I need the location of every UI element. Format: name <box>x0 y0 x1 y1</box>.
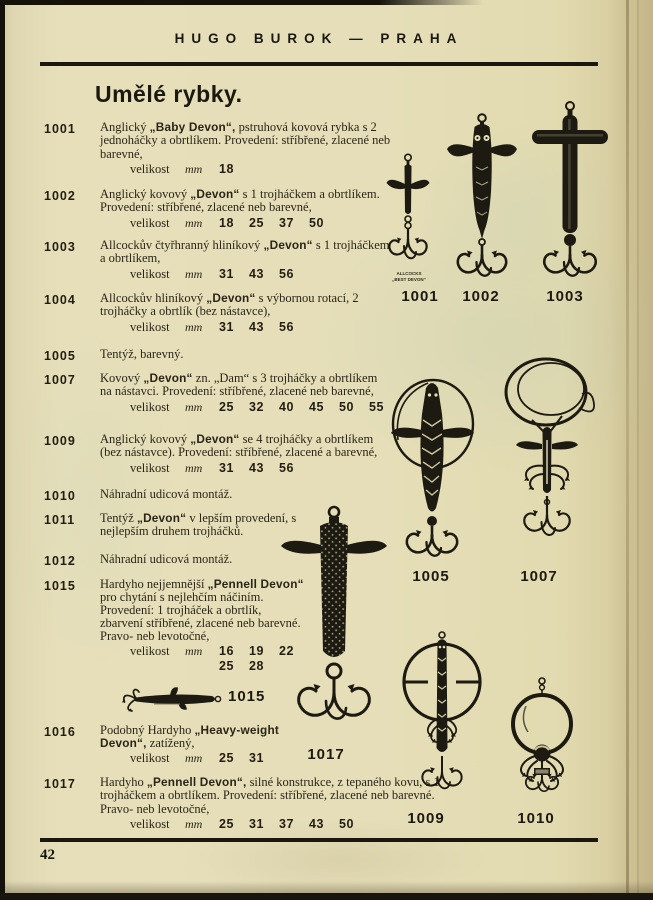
size-value: 56 <box>279 266 294 281</box>
product-name: „Baby Devon“, <box>149 120 236 134</box>
size-unit: mm <box>185 162 203 177</box>
item-number: 1004 <box>44 293 76 307</box>
item-description <box>100 578 305 643</box>
lure-1009-illustration <box>398 630 486 808</box>
product-name: „Devon“ <box>263 238 313 252</box>
product-name: „Devon“ <box>143 371 193 385</box>
size-value: 25 <box>219 817 234 832</box>
catalog-item-1010 <box>44 488 392 501</box>
lure-1010-illustration <box>502 676 582 804</box>
figure-label-1007: 1007 <box>520 568 558 585</box>
item-description <box>100 292 392 319</box>
figure-label-1005: 1005 <box>412 568 450 585</box>
item-number: 1012 <box>44 554 76 568</box>
catalog-item-1002 <box>44 188 392 230</box>
catalog-item-1001 <box>44 121 392 177</box>
scan-edge-bottom <box>0 893 653 900</box>
size-value: 43 <box>249 266 264 281</box>
desc-text: v lepším provedení, s nejlepším druhem trojháčků. <box>100 511 297 538</box>
size-value: 32 <box>249 399 264 414</box>
page-crease <box>626 0 629 900</box>
product-name: „Devon“ <box>190 187 240 201</box>
desc-text: Anglický kovový <box>100 187 191 201</box>
item-description <box>100 348 392 361</box>
size-value: 31 <box>249 751 264 765</box>
item-number: 1007 <box>44 373 76 387</box>
figure-label-1010: 1010 <box>517 810 555 827</box>
size-value: 50 <box>309 215 324 230</box>
size-line <box>100 321 392 334</box>
size-value: 25 <box>219 659 234 673</box>
desc-text: Tentýž, barevný. <box>100 347 184 361</box>
item-sizes <box>100 321 392 334</box>
size-value: 50 <box>339 817 354 832</box>
catalog-item-1003 <box>44 239 392 281</box>
size-unit: mm <box>185 215 203 230</box>
size-label: velikost <box>130 215 170 230</box>
size-label: velikost <box>130 162 170 177</box>
figure-label-1015: 1015 <box>228 688 266 705</box>
size-value: 50 <box>339 399 354 414</box>
desc-text: Anglický kovový <box>100 432 191 446</box>
footer-rule <box>40 838 598 842</box>
figure-caption-1001 <box>383 271 435 282</box>
page-header: HUGO BUROK — PRAHA <box>174 31 464 46</box>
size-line <box>100 163 392 176</box>
size-line <box>100 752 305 765</box>
desc-text: s výbornou rotací, 2 trojháčky a obrtlík (bez nástavce), <box>100 291 359 319</box>
desc-text: Kovový <box>100 371 144 385</box>
desc-text: Náhradní udicová montáž. <box>100 487 233 501</box>
size-line <box>100 217 392 230</box>
lure-1002-illustration <box>438 112 526 282</box>
desc-text: Náhradní udicová montáž. <box>100 552 233 566</box>
scan-edge-top <box>0 0 653 5</box>
catalog-item-1016 <box>44 724 305 765</box>
size-unit: mm <box>185 644 203 658</box>
item-sizes <box>100 645 305 673</box>
figure-caption-line2: „BEST DEVON“ <box>392 276 426 282</box>
item-description <box>100 512 305 538</box>
catalog-item-1004 <box>44 292 392 334</box>
item-number: 1011 <box>44 513 76 527</box>
size-label: velikost <box>130 644 170 658</box>
figure-label-1002: 1002 <box>462 288 500 305</box>
item-sizes <box>100 163 392 176</box>
lure-1003-illustration <box>526 100 614 282</box>
size-value: 31 <box>249 817 264 832</box>
figure-label-1001: 1001 <box>401 288 439 305</box>
item-number: 1002 <box>44 189 76 203</box>
size-value: 43 <box>249 319 264 334</box>
desc-text: Tentýž <box>100 511 137 525</box>
item-number: 1016 <box>44 725 76 739</box>
catalog-item-1005 <box>44 348 392 361</box>
lure-1017-illustration <box>276 503 392 743</box>
bottom-shadow <box>0 881 653 893</box>
product-name: „Devon“ <box>206 291 256 305</box>
catalog-item-1007 <box>44 372 392 414</box>
desc-text: Anglický <box>100 120 150 134</box>
desc-text: Hardyho <box>100 775 147 789</box>
size-value: 19 <box>249 644 264 658</box>
desc-text: Podobný Hardyho <box>100 723 195 737</box>
item-number: 1009 <box>44 434 76 448</box>
size-value: 16 <box>219 644 234 658</box>
size-value: 45 <box>309 399 324 414</box>
size-label: velikost <box>130 399 170 414</box>
product-name: „Pennell Devon“, <box>146 775 247 789</box>
figure-caption-line1: ALLCOCKS <box>396 271 422 276</box>
size-value: 31 <box>219 319 234 334</box>
item-number: 1001 <box>44 122 76 136</box>
size-value: 43 <box>249 460 264 475</box>
page-title: Umělé rybky. <box>95 81 243 107</box>
item-sizes <box>100 268 392 281</box>
size-value: 56 <box>279 319 294 334</box>
size-value: 31 <box>219 460 234 475</box>
desc-text: s 1 trojháčkem a obrtlíkem. Provedení: stříbřené, zlacené neb barevné, <box>100 187 380 215</box>
size-value: 25 <box>219 399 234 414</box>
header-rule <box>40 62 598 66</box>
figure-label-1017: 1017 <box>307 746 345 763</box>
item-number: 1003 <box>44 240 76 254</box>
desc-text: Hardyho nejjemnější <box>100 577 208 591</box>
size-value: 18 <box>219 215 234 230</box>
item-description <box>100 433 392 460</box>
size-value: 25 <box>249 215 264 230</box>
catalog-item-1017 <box>44 776 456 832</box>
size-label: velikost <box>130 266 170 281</box>
size-unit: mm <box>185 266 203 281</box>
size-value: 28 <box>249 659 264 673</box>
size-value: 40 <box>279 399 294 414</box>
size-line <box>100 660 305 673</box>
desc-text: Allcockův čtyřhranný hliníkový <box>100 238 264 252</box>
size-line <box>100 401 392 414</box>
desc-text: silné konstrukce, z tepaného kovu, s 1 trojháčkem a obrtlíkem. Provedení: stříbřené, zlacené neb barevné. Pravo- neb levotočné, <box>100 775 440 816</box>
item-description <box>100 188 392 215</box>
size-value: 43 <box>309 817 324 832</box>
size-value: 37 <box>279 817 294 832</box>
scan-edge-left <box>0 0 5 900</box>
desc-text: se 4 trojháčky a obrtlíkem (bez nástavce). Provedení: stříbřené, zlacené a barevné, <box>100 432 378 460</box>
size-unit: mm <box>185 319 203 334</box>
item-sizes <box>100 217 392 230</box>
size-value: 25 <box>219 751 234 765</box>
desc-text: pro chytání s nejlehčím náčiním. Provedení: 1 trojháček a obrtlík, zbarvení stříbřené, zlacené neb barevné. Pravo- neb levotočné, <box>100 590 301 643</box>
item-number: 1017 <box>44 777 76 791</box>
size-line <box>100 268 392 281</box>
desc-text: s 1 trojháčkem a obrtlíkem, <box>100 238 390 266</box>
product-name: „Pennell Devon“ <box>207 577 304 591</box>
product-name: „Devon“ <box>190 432 240 446</box>
product-name: „Heavy-weight Devon“, <box>100 723 279 750</box>
size-line <box>100 645 305 658</box>
desc-text: zn. „Dam“ s 3 trojháčky a obrtlíkem na nástavci. Provedení: stříbřené, zlacené neb barevné, <box>100 371 378 399</box>
page-crease-soft <box>637 0 639 900</box>
item-description <box>100 724 305 750</box>
catalog-item-1009 <box>44 433 392 475</box>
size-label: velikost <box>130 817 170 832</box>
desc-text: pstruhová kovová rybka s 2 jednoháčky a obrtlíkem. Provedení: stříbřené, zlacené neb barevné, <box>100 120 391 161</box>
lure-1005-illustration <box>386 368 478 566</box>
item-description <box>100 488 392 501</box>
item-description <box>100 372 392 399</box>
lure-1015-illustration <box>120 684 225 714</box>
size-label: velikost <box>130 319 170 334</box>
item-description <box>100 239 392 266</box>
size-unit: mm <box>185 460 203 475</box>
figure-label-1009: 1009 <box>407 810 445 827</box>
lure-1007-illustration <box>494 352 602 564</box>
figure-label-1003: 1003 <box>546 288 584 305</box>
item-number: 1005 <box>44 349 76 363</box>
desc-text: Allcockův hliníkový <box>100 291 207 305</box>
size-unit: mm <box>185 399 203 414</box>
size-label: velikost <box>130 460 170 475</box>
item-sizes <box>100 462 392 475</box>
item-sizes <box>100 401 392 414</box>
lure-1001-illustration <box>384 152 432 270</box>
desc-text: zatížený, <box>146 736 195 750</box>
item-number: 1010 <box>44 489 76 503</box>
page-number: 42 <box>40 847 55 863</box>
item-description <box>100 121 392 161</box>
item-sizes <box>100 752 305 765</box>
size-value: 56 <box>279 460 294 475</box>
size-value: 37 <box>279 215 294 230</box>
item-number: 1015 <box>44 579 76 593</box>
size-value: 31 <box>219 266 234 281</box>
size-unit: mm <box>185 817 203 832</box>
product-name: „Devon“ <box>136 511 187 525</box>
size-value: 55 <box>369 399 384 414</box>
catalog-item-1011 <box>44 512 305 538</box>
size-value: 18 <box>219 162 234 177</box>
size-value: 22 <box>279 644 294 658</box>
size-line <box>100 462 392 475</box>
size-label: velikost <box>130 751 170 765</box>
catalog-item-1015 <box>44 578 305 673</box>
size-unit: mm <box>185 751 203 765</box>
